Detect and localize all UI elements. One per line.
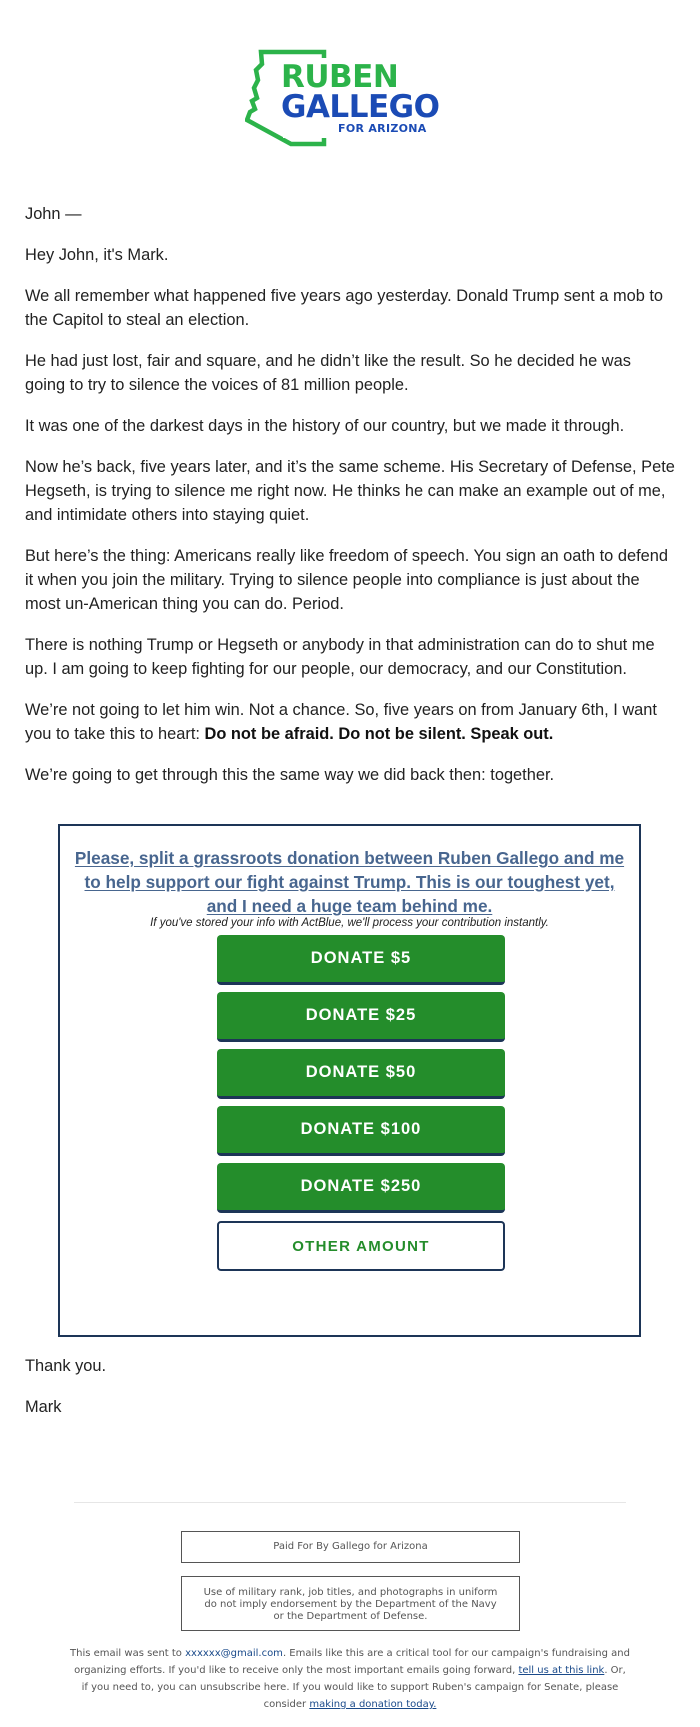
paragraph-2: We all remember what happened five years ago yesterday. Donald Trump sent a mob to the Capitol to steal an election. xyxy=(25,287,664,329)
paragraph-7: There is nothing Trump or Hegseth or anybody in that administration can do to shut me up. I am going to keep fighting for our people, our democracy, and our Constitution. xyxy=(25,636,655,678)
paragraph-9: We’re going to get through this the same way we did back then: together. xyxy=(25,766,555,784)
email-body xyxy=(25,202,675,804)
footer-divider xyxy=(74,1502,626,1503)
recipient-email: xxxxxx@gmail.com xyxy=(185,1648,283,1659)
paragraph-8-bold: Do not be afraid. Do not be silent. Speak out. xyxy=(204,725,554,743)
donate-50-button[interactable]: DONATE $50 xyxy=(217,1049,505,1099)
campaign-logo[interactable] xyxy=(245,48,450,150)
paragraph-8-text: We’re not going to let him win. Not a chance. So, five years on from January 6th, I want you to take this to heart: xyxy=(25,701,657,743)
actblue-note: If you've stored your info with ActBlue, we'll process your contribution instantly. xyxy=(150,917,549,929)
logo-gallego: GALLEGO xyxy=(281,89,440,125)
paragraph-5: Now he’s back, five years later, and it’s the same scheme. His Secretary of Defense, Pete Hegseth, is trying to silence me right now. He thinks he can make an example out of me, and intimidate others into staying quiet. xyxy=(25,458,675,524)
donate-headline-link[interactable]: Please, split a grassroots donation between Ruben Gallego and me to help support our fight against Trump. This is our toughest yet, and I need a huge team behind me. xyxy=(74,848,625,916)
paragraph-4: It was one of the darkest days in the history of our country, but we made it through. xyxy=(25,417,625,435)
paragraph-1: Hey John, it's Mark. xyxy=(25,246,169,264)
donate-box xyxy=(58,824,641,1337)
footer-sent-middle: . Emails like this are a critical tool for our campaign's fundraising and organizing efforts. If you'd like to receive only the most important emails going forward, xyxy=(74,1648,630,1676)
logo-ruben: RUBEN xyxy=(281,59,399,95)
donate-25-button[interactable]: DONATE $25 xyxy=(217,992,505,1042)
paragraph-6: But here’s the thing: Americans really like freedom of speech. You sign an oath to defend it when you join the military. Trying to silence people into compliance is just about the most un-American thing you can do. Period. xyxy=(25,547,668,613)
donation-link[interactable]: making a donation today. xyxy=(309,1699,437,1710)
footer-sent-prefix: This email was sent to xyxy=(70,1648,186,1659)
paragraph-8 xyxy=(25,698,675,746)
paid-for-box: Paid For By Gallego for Arizona xyxy=(181,1531,520,1563)
donate-5-button[interactable]: DONATE $5 xyxy=(217,935,505,985)
thank-you-text: Thank you. xyxy=(25,1357,107,1375)
military-disclaimer-box: Use of military rank, job titles, and photographs in uniform do not imply endorsement by the Department of the Navy or the Department of Defense. xyxy=(181,1576,520,1631)
salutation: John — xyxy=(25,205,82,223)
donate-250-button[interactable]: DONATE $250 xyxy=(217,1163,505,1213)
signoff xyxy=(25,1354,106,1436)
footer-legal-text xyxy=(70,1645,630,1713)
other-amount-button[interactable]: OTHER AMOUNT xyxy=(217,1221,505,1271)
paragraph-3: He had just lost, fair and square, and he didn’t like the result. So he decided he was going to try to silence the voices of 81 million people. xyxy=(25,352,631,394)
signature-name: Mark xyxy=(25,1398,62,1416)
logo-for-arizona: FOR ARIZONA xyxy=(338,122,427,135)
footer-sent-after-link: . Or, if you need to, you can unsubscribe here. If you would like to support Ruben's campaign for Senate, please consider xyxy=(81,1665,626,1710)
donate-100-button[interactable]: DONATE $100 xyxy=(217,1106,505,1156)
preferences-link[interactable]: tell us at this link xyxy=(518,1665,605,1676)
